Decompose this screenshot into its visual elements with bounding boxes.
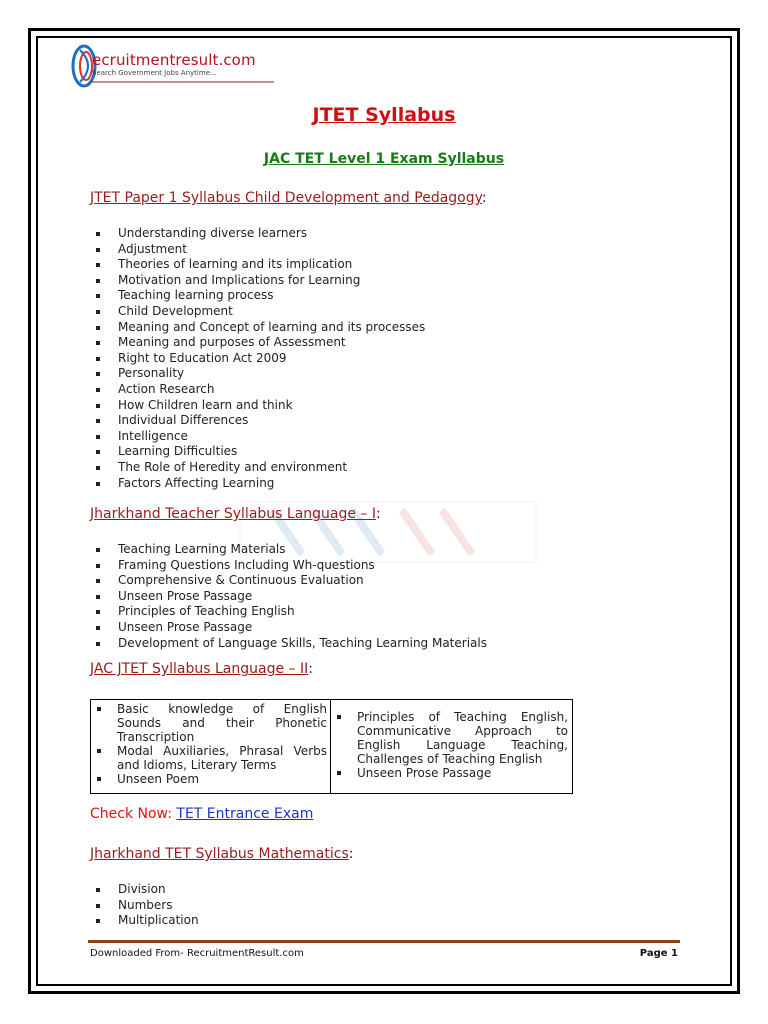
language1-list: [96, 542, 487, 651]
page-number: Page 1: [639, 948, 678, 959]
list-item: Personality: [96, 366, 425, 382]
language2-table-col1: [91, 700, 331, 793]
list-item: Adjustment: [96, 242, 425, 258]
paper1-heading-colon: :: [481, 190, 487, 206]
list-item: Principles of Teaching English: [96, 604, 487, 620]
language2-table: [90, 699, 573, 794]
maths-heading-text: Jharkhand TET Syllabus Mathematics: [90, 846, 349, 862]
language2-heading: [90, 661, 313, 677]
list-item: Framing Questions Including Wh-questions: [96, 558, 487, 574]
list-item: Unseen Prose Passage: [96, 589, 487, 605]
list-item: Multiplication: [96, 913, 199, 929]
logo-tagline: Search Government Jobs Anytime...: [92, 69, 217, 77]
maths-list: [96, 882, 199, 929]
footer-rule: [88, 940, 680, 943]
footer-source: Downloaded From- RecruitmentResult.com: [90, 948, 304, 959]
language2-col1-list: [97, 702, 327, 786]
language2-col2-list: [337, 710, 568, 780]
paper1-list: [96, 226, 425, 491]
list-item: Intelligence: [96, 429, 425, 445]
list-item: How Children learn and think: [96, 398, 425, 414]
list-item: Teaching Learning Materials: [96, 542, 487, 558]
list-item: Child Development: [96, 304, 425, 320]
list-item: Action Research: [96, 382, 425, 398]
list-item: Basic knowledge of English Sounds and their Phonetic Transcription: [97, 702, 327, 744]
list-item: Teaching learning process: [96, 288, 425, 304]
list-item: Unseen Prose Passage: [337, 766, 568, 780]
check-now-label: Check Now:: [90, 806, 177, 822]
list-item: Division: [96, 882, 199, 898]
language2-heading-colon: :: [308, 661, 313, 677]
maths-heading: [90, 846, 353, 862]
list-item: The Role of Heredity and environment: [96, 460, 425, 476]
maths-heading-colon: :: [348, 846, 354, 862]
paper1-heading: [90, 190, 487, 206]
list-item: Factors Affecting Learning: [96, 476, 425, 492]
list-item: Understanding diverse learners: [96, 226, 425, 242]
list-item: Meaning and purposes of Assessment: [96, 335, 425, 351]
list-item: Individual Differences: [96, 413, 425, 429]
list-item: Comprehensive & Continuous Evaluation: [96, 573, 487, 589]
language2-heading-text: JAC JTET Syllabus Language – II: [90, 661, 309, 677]
language1-heading-text: Jharkhand Teacher Syllabus Language – I: [90, 506, 377, 522]
check-now-line: [90, 806, 313, 822]
list-item: Modal Auxiliaries, Phrasal Verbs and Idioms, Literary Terms: [97, 744, 327, 772]
list-item: Right to Education Act 2009: [96, 351, 425, 367]
list-item: Learning Difficulties: [96, 444, 425, 460]
list-item: Principles of Teaching English, Communicative Approach to English Language Teaching, Challenges of Teaching English: [337, 710, 568, 766]
list-item: Meaning and Concept of learning and its processes: [96, 320, 425, 336]
list-item: Motivation and Implications for Learning: [96, 273, 425, 289]
list-item: Unseen Prose Passage: [96, 620, 487, 636]
list-item: Numbers: [96, 898, 199, 914]
language1-heading-colon: :: [376, 506, 381, 522]
language1-heading: [90, 506, 381, 522]
list-item: Development of Language Skills, Teaching Learning Materials: [96, 636, 487, 652]
page-subtitle: JAC TET Level 1 Exam Syllabus: [263, 151, 505, 167]
logo-name: ecruitmentresult.com: [92, 51, 256, 69]
list-item: Unseen Poem: [97, 772, 327, 786]
paper1-heading-text: JTET Paper 1 Syllabus Child Development and Pedagogy: [90, 190, 482, 206]
language2-table-col2: [331, 700, 572, 793]
tet-entrance-exam-link[interactable]: TET Entrance Exam: [176, 806, 314, 822]
page-title: JTET Syllabus: [312, 104, 456, 126]
list-item: Theories of learning and its implication: [96, 257, 425, 273]
